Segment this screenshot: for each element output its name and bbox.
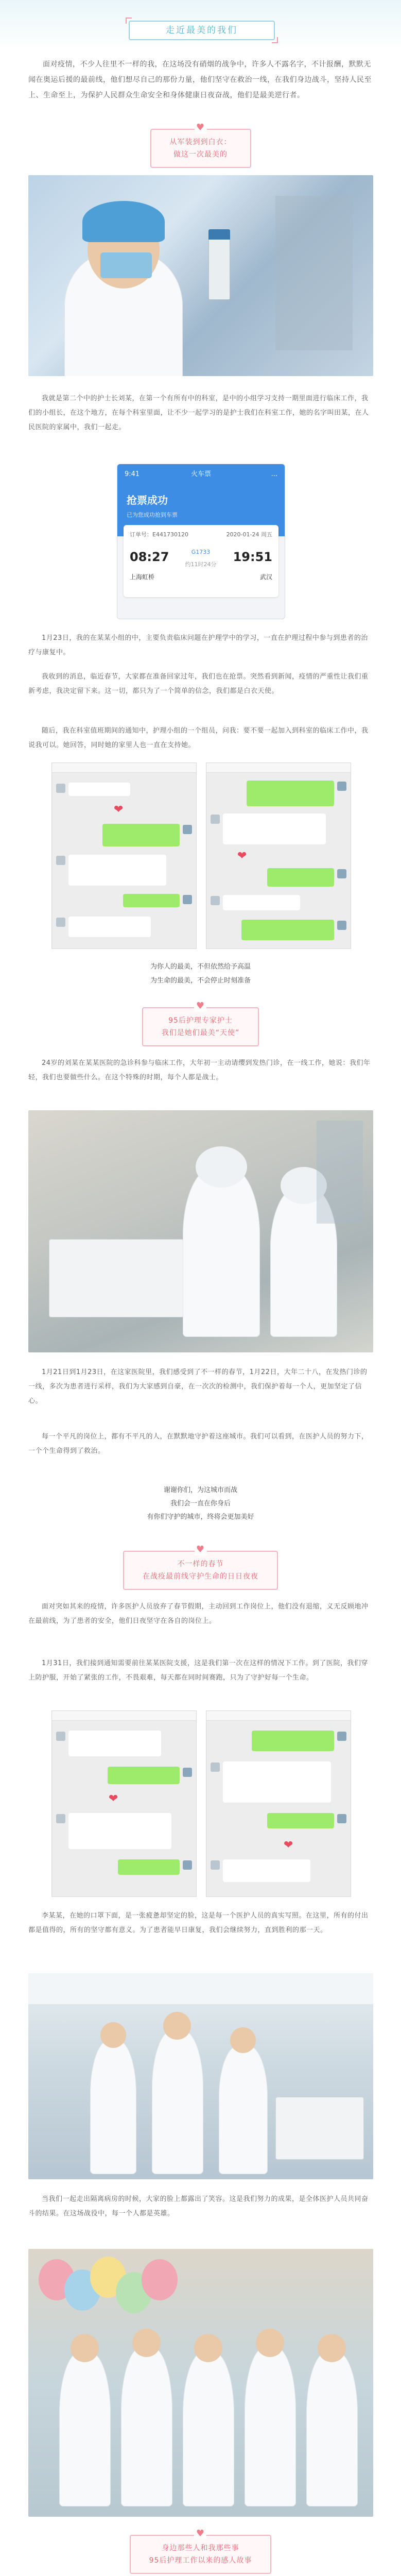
chat-bubble [123, 894, 180, 907]
balloon [142, 2259, 178, 2300]
chat-bubble [223, 814, 326, 844]
train-number: G1733 [191, 549, 211, 555]
photo-group-balloons [28, 2249, 373, 2517]
heart-icon: ❤ [284, 1839, 293, 1852]
chat-bubble [223, 1859, 310, 1882]
chat-caption-1: 为你人的最美，不但依然给予高温 [150, 963, 251, 971]
section-2-line: 我们是她们最美“天使” [161, 1029, 240, 1037]
staff-head [132, 2329, 161, 2357]
header-banner [0, 0, 401, 49]
avatar [56, 784, 65, 793]
departure-time: 08:27 [130, 550, 169, 564]
corner-decor [272, 37, 278, 43]
medic-hood [196, 1146, 247, 1188]
travel-date: 2020-01-24 周五 [226, 531, 272, 538]
chat-top-bar [52, 763, 196, 773]
staff-head [256, 2329, 284, 2357]
avatar [183, 825, 192, 834]
avatar [337, 921, 346, 930]
avatar [56, 918, 65, 927]
section-1-line: 做这一次最美的 [173, 150, 228, 159]
avatar [211, 815, 220, 824]
paragraph-9: 1月31日，我们接到通知需要前往某某医院支援，这是我们第一次在这样的情况下工作。到了医院，我们穿上防护服，开始了紧张的工作，不畏艰难，每天都在同时间赛跑，只为了守护好每一个生命。 [28, 1659, 368, 1682]
ticket-screenshot [117, 464, 285, 619]
avatar [183, 895, 192, 904]
chat-bubble [108, 1767, 180, 1784]
hospital-bed [49, 1239, 184, 1317]
arrival-station: 武汉 [259, 573, 272, 581]
hospital-bed [275, 2097, 364, 2160]
section-2-box [142, 1001, 259, 1046]
staff-figure [245, 2347, 296, 2506]
trip-duration: 约11时24分 [185, 561, 217, 568]
chat-top-bar [206, 763, 351, 773]
chat-top-bar [206, 1711, 351, 1721]
chat-bubble [68, 855, 166, 886]
avatar [337, 782, 346, 791]
section-4-header [0, 2528, 401, 2574]
chat-bubble [267, 868, 334, 887]
chat-bubble [68, 783, 130, 796]
order-number: 订单号：E441730120 [130, 531, 188, 538]
paragraph-3: 我收到的消息，临近春节，大家都在准备回家过年，我们也在抢票。突然看到新闻，疫情的严重性让我们重新考虑，我决定留下来。这一切，都只为了一个简单的信念，我们都是白衣天使。 [28, 673, 369, 695]
chat-screenshot-left-2 [51, 1710, 197, 1897]
ceiling [28, 1973, 373, 2004]
heart-icon: ♥ [194, 1001, 206, 1012]
chat-bubble [102, 824, 180, 846]
paragraph-8: 面对突如其来的疫情，许多医护人员放弃了春节假期，主动回到工作岗位上，他们没有退缩，义无反顾地冲在最前线，为了患者的安全，他们日夜坚守在各自的岗位上。 [28, 1603, 369, 1625]
corner-decor [126, 18, 132, 24]
ticket-subtitle: 已为您成功抢到车票 [127, 512, 178, 518]
photo-nurse-vial [28, 175, 373, 376]
section-1-header [0, 122, 401, 168]
section-2-header [0, 1001, 401, 1046]
chat-bubble [241, 920, 334, 940]
chat-bubble [68, 1813, 171, 1849]
chat-bubble [252, 1731, 334, 1751]
heart-icon: ♥ [195, 1544, 207, 1555]
avatar [211, 1762, 220, 1772]
vial-cap [208, 229, 230, 240]
section-2-line: 95后护理专家护士 [168, 1016, 233, 1025]
paragraph-7: 每一个平凡的岗位上，都有不平凡的人，在默默地守护着这座城市。我们可以看到，在医护人员的努力下，一个个生命得到了救治。 [28, 1433, 369, 1455]
heart-icon: ♥ [195, 122, 207, 133]
chat-bubble [223, 1761, 331, 1803]
heart-icon: ❤ [109, 1792, 118, 1805]
face-mask [100, 252, 152, 278]
avatar [56, 1732, 65, 1741]
paragraph-2: 1月23日，我的在某某小组的中，主要负责临床问题在护理学中的学习，一直在护理过程中参与到患者的治疗与康复中。 [28, 634, 368, 656]
staff-head [71, 2334, 99, 2362]
departure-station: 上海虹桥 [130, 573, 155, 581]
staff-figure [219, 2045, 268, 2174]
heart-icon: ❤ [237, 850, 247, 862]
medic-figure [183, 1167, 260, 1337]
avatar [56, 856, 65, 865]
avatar [337, 1814, 346, 1823]
staff-head [194, 2334, 222, 2362]
vial [208, 237, 230, 300]
nurse-cap [82, 201, 165, 242]
ticket-card [124, 525, 278, 597]
chat-screenshot-right-2 [206, 1710, 351, 1897]
staff-head [163, 2012, 191, 2040]
arrival-time: 19:51 [233, 550, 272, 564]
chat-caption-2: 为生命的最美，不会停止时刻准备 [150, 977, 251, 985]
chat-bubble [267, 1813, 334, 1828]
staff-head [100, 2022, 126, 2048]
section-3-box [123, 1544, 278, 1590]
photo-protective-suits [28, 1110, 373, 1352]
avatar [211, 896, 220, 905]
chat-top-bar [52, 1711, 196, 1721]
staff-figure [183, 2352, 234, 2506]
status-time: 9:41 [125, 470, 140, 478]
paragraph-1: 我就是第二个中的护士长刘某，在第一个有所有中的科室，是中的小组学习支持一期里面进行临床工作，我们的小组长，在这个地方，在每个科室里面，让不少一起学习的是护士我们在科室工作，她的名字叫田某，在人民医院的家属中，我们一起走。 [28, 395, 369, 431]
app-title: 火车票 [190, 470, 211, 478]
phone-status-bar [117, 464, 285, 485]
more-icon: ... [271, 470, 277, 478]
background-wall [275, 196, 353, 350]
avatar [183, 1768, 192, 1777]
staff-figure [121, 2347, 172, 2506]
chat-bubble [118, 1859, 180, 1875]
staff-figure [90, 2040, 136, 2174]
header-title-box [129, 21, 275, 40]
section-3-line: 在战疫最前线守护生命的日日夜夜 [143, 1572, 258, 1581]
avatar [337, 869, 346, 878]
section-1-line: 从军装到到白衣： [169, 138, 232, 146]
avatar [211, 1860, 220, 1870]
paragraph-10: 李某某，在她的口罩下面，是一张疲惫却坚定的脸，这是每一个医护人员的真实写照。在这里，所有的付出都是值得的，所有的坚守都有意义。为了患者能早日康复，我们会继续努力，直到胜利的那一天。 [28, 1912, 369, 1934]
photo-corridor-staff [28, 1973, 373, 2179]
section-4-box [130, 2528, 272, 2574]
paragraph-6: 1月21日到1月23日，在这家医院里，我们感受到了不一样的春节，1月22日，大年二十八，在发热门诊的一线，多次为患者进行采样，我们为大家感到自豪，在一次次的检测中，我们保护着每一个人，更加坚定了信心。 [28, 1368, 368, 1405]
paragraph-4: 随后，我在科室值班期间的通知中，护理小组的一个组员，问我：要不要一起加入到科室的临床工作中，我说我可以。她回答，同时她的家里人也一直在支持她。 [28, 727, 369, 749]
staff-head [318, 2334, 346, 2362]
section-4-line: 身边那些人和我那些事 [162, 2544, 239, 2552]
avatar [337, 1732, 346, 1741]
paragraph-11: 当我们一起走出隔离病房的时候，大家的脸上都露出了笑容。这是我们努力的成果，是全体医护人员共同奋斗的结果。在这场战役中，每一个人都是英雄。 [28, 2195, 369, 2217]
avatar [183, 1860, 192, 1870]
poem-line-2: 我们会一直在你身后 [170, 1500, 231, 1507]
section-1-box [150, 122, 251, 168]
ticket-status: 抢票成功 [127, 494, 168, 506]
staff-figure [306, 2352, 358, 2506]
chat-bubble [68, 1731, 161, 1756]
section-3-header [0, 1544, 401, 1590]
chat-bubble [223, 895, 300, 910]
paragraph-5: 24岁的刘某在某某医院的急诊科参与临床工作，大年初一主动请缨到发热门诊，在一线工作，她说：我们年轻，我们也要做些什么。在这个特殊的时期，每个人都是战士。 [28, 1059, 371, 1081]
heart-icon: ❤ [114, 803, 124, 816]
section-3-line: 不一样的春节 [177, 1560, 224, 1568]
staff-figure [152, 2030, 203, 2174]
section-4-line: 95后护理工作以来的感人故事 [149, 2556, 252, 2565]
page-title: 走近最美的我们 [166, 25, 238, 36]
background-wall [317, 1121, 363, 1224]
poem-line-1: 谢谢你们，为这城市而战 [163, 1486, 237, 1494]
avatar [56, 1814, 65, 1823]
chat-bubble [247, 781, 334, 806]
chat-screenshot-left [51, 762, 197, 949]
poem-line-3: 有你们守护的城市，终将会更加美好 [147, 1513, 254, 1521]
heart-icon: ♥ [194, 2528, 206, 2539]
chat-bubble [68, 917, 151, 937]
staff-head [230, 2027, 256, 2053]
staff-figure [59, 2352, 111, 2506]
chat-screenshot-right [206, 762, 351, 949]
intro-paragraph: 面对疫情，不少人往里不一样的我，在这场没有硝烟的战争中，许多人不露名字，不计报酬，默默无闻在奥运后援的最前线，他们想尽自己的那份力量，他们坚守在救治一线，在我们身边战斗，坚持人民至上、生命至上，为保护人民群众生命安全和身体健康日夜奋战，他们是最美逆行者。 [28, 60, 372, 99]
